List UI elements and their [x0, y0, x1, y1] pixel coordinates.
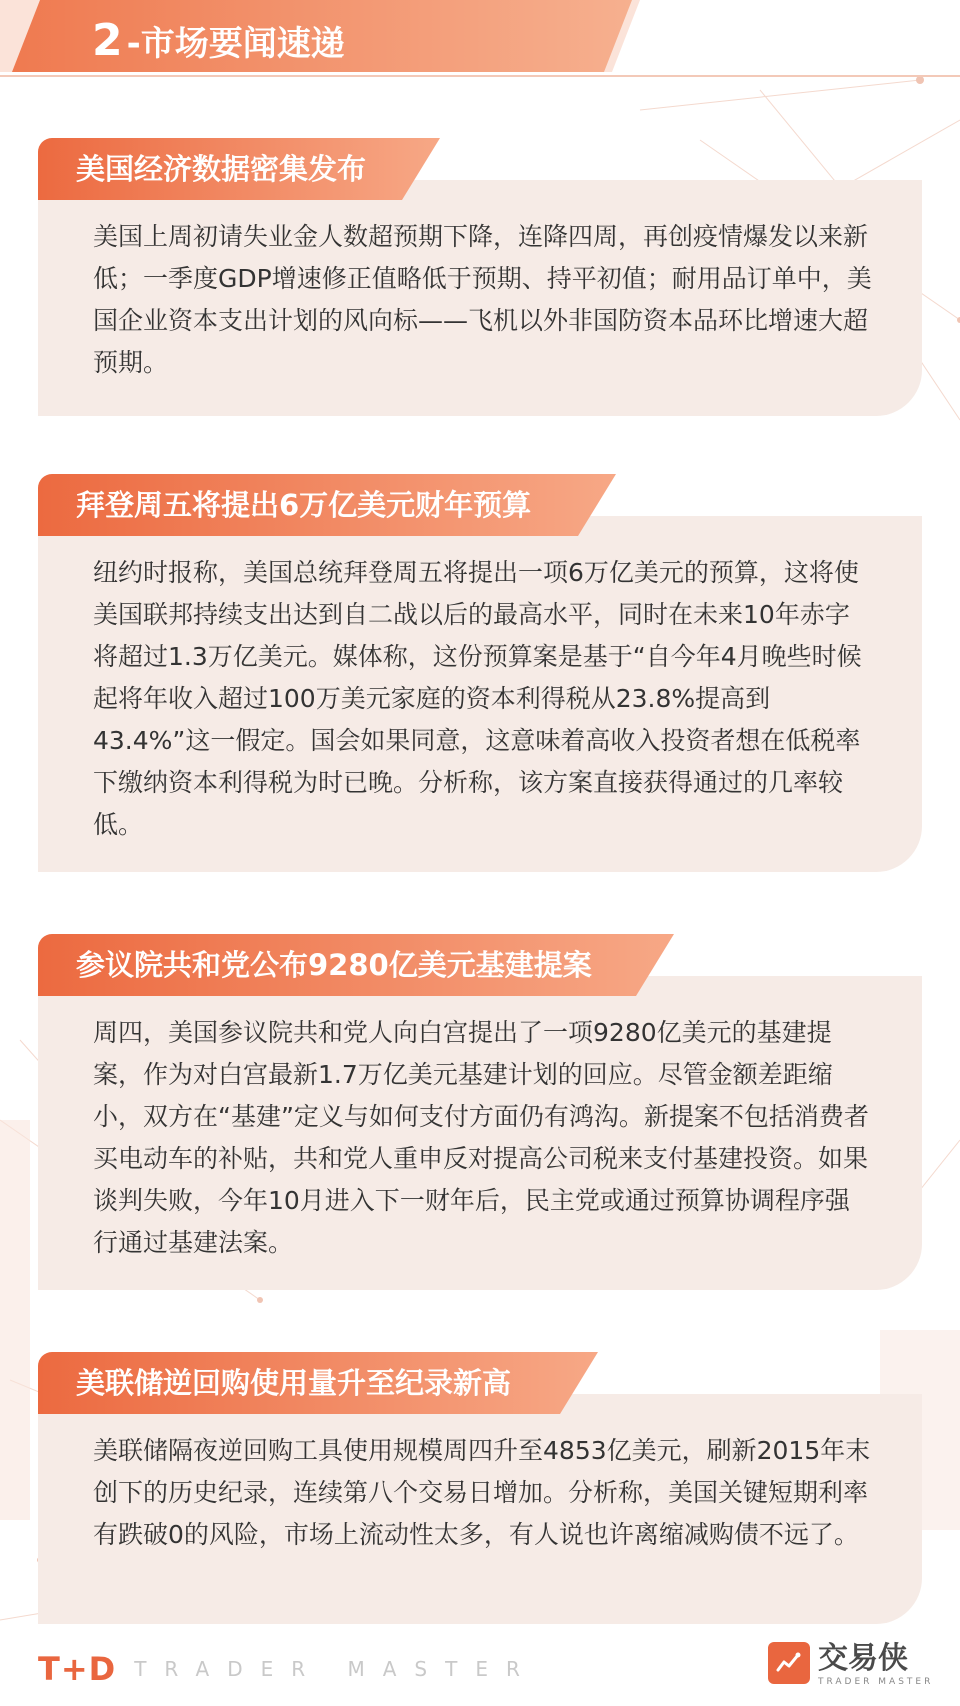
news-title: 拜登周五将提出6万亿美元财年预算	[76, 488, 532, 522]
jiaoyixia-logo	[768, 1642, 933, 1688]
news-title: 参议院共和党公布9280亿美元基建提案	[76, 948, 592, 982]
news-section-1	[38, 138, 922, 416]
news-body: 美国上周初请失业金人数超预期下降，连降四周，再创疫情爆发以来新低；一季度GDP增速修正值略低于预期、持平初值；耐用品订单中，美国企业资本支出计划的风向标——飞机以外非国防资本品环比增速大超预期。	[93, 222, 872, 377]
td-logo-text: TRADER MASTER	[134, 1657, 538, 1681]
news-section-2	[38, 474, 922, 872]
jiaoyixia-subtitle: TRADER MASTER	[818, 1677, 934, 1687]
news-body: 纽约时报称，美国总统拜登周五将提出一项6万亿美元的预算，这将使美国联邦持续支出达到自二战以后的最高水平，同时在未来10年赤字将超过1.3万亿美元。媒体称，这份预算案是基于“自今年4月晚些时候起将年收入超过100万美元家庭的资本利得税从23.8%提高到43.4%”这一假定。国会如果同意，这意味着高收入投资者想在低税率下缴纳资本利得税为时已晚。分析称，该方案直接获得通过的几率较低。	[93, 558, 862, 839]
trend-chart-icon	[768, 1642, 810, 1684]
news-section-4	[38, 1352, 922, 1624]
section-number: 2	[92, 14, 123, 66]
news-title: 美联储逆回购使用量升至纪录新高	[76, 1366, 512, 1400]
news-title: 美国经济数据密集发布	[76, 152, 367, 186]
news-section-3	[38, 934, 922, 1290]
news-body: 美联储隔夜逆回购工具使用规模周四升至4853亿美元，刷新2015年末创下的历史纪录，连续第八个交易日增加。分析称，美国关键短期利率有跌破0的风险，市场上流动性太多，有人说也许离缩减购债不远了。	[93, 1436, 871, 1549]
td-logo	[38, 1650, 538, 1688]
jiaoyixia-name: 交易侠	[818, 1641, 908, 1676]
page-header	[92, 10, 345, 70]
td-logo-mark: T+D	[38, 1650, 117, 1688]
page-title: -市场要闻速递	[126, 23, 345, 64]
news-body: 周四，美国参议院共和党人向白宫提出了一项9280亿美元的基建提案，作为对白宫最新1.7万亿美元基建计划的回应。尽管金额差距缩小，双方在“基建”定义与如何支付方面仍有鸿沟。新提案不包括消费者买电动车的补贴，共和党人重申反对提高公司税来支付基建投资。如果谈判失败，今年10月进入下一财年后，民主党或通过预算协调程序强行通过基建法案。	[93, 1018, 869, 1257]
